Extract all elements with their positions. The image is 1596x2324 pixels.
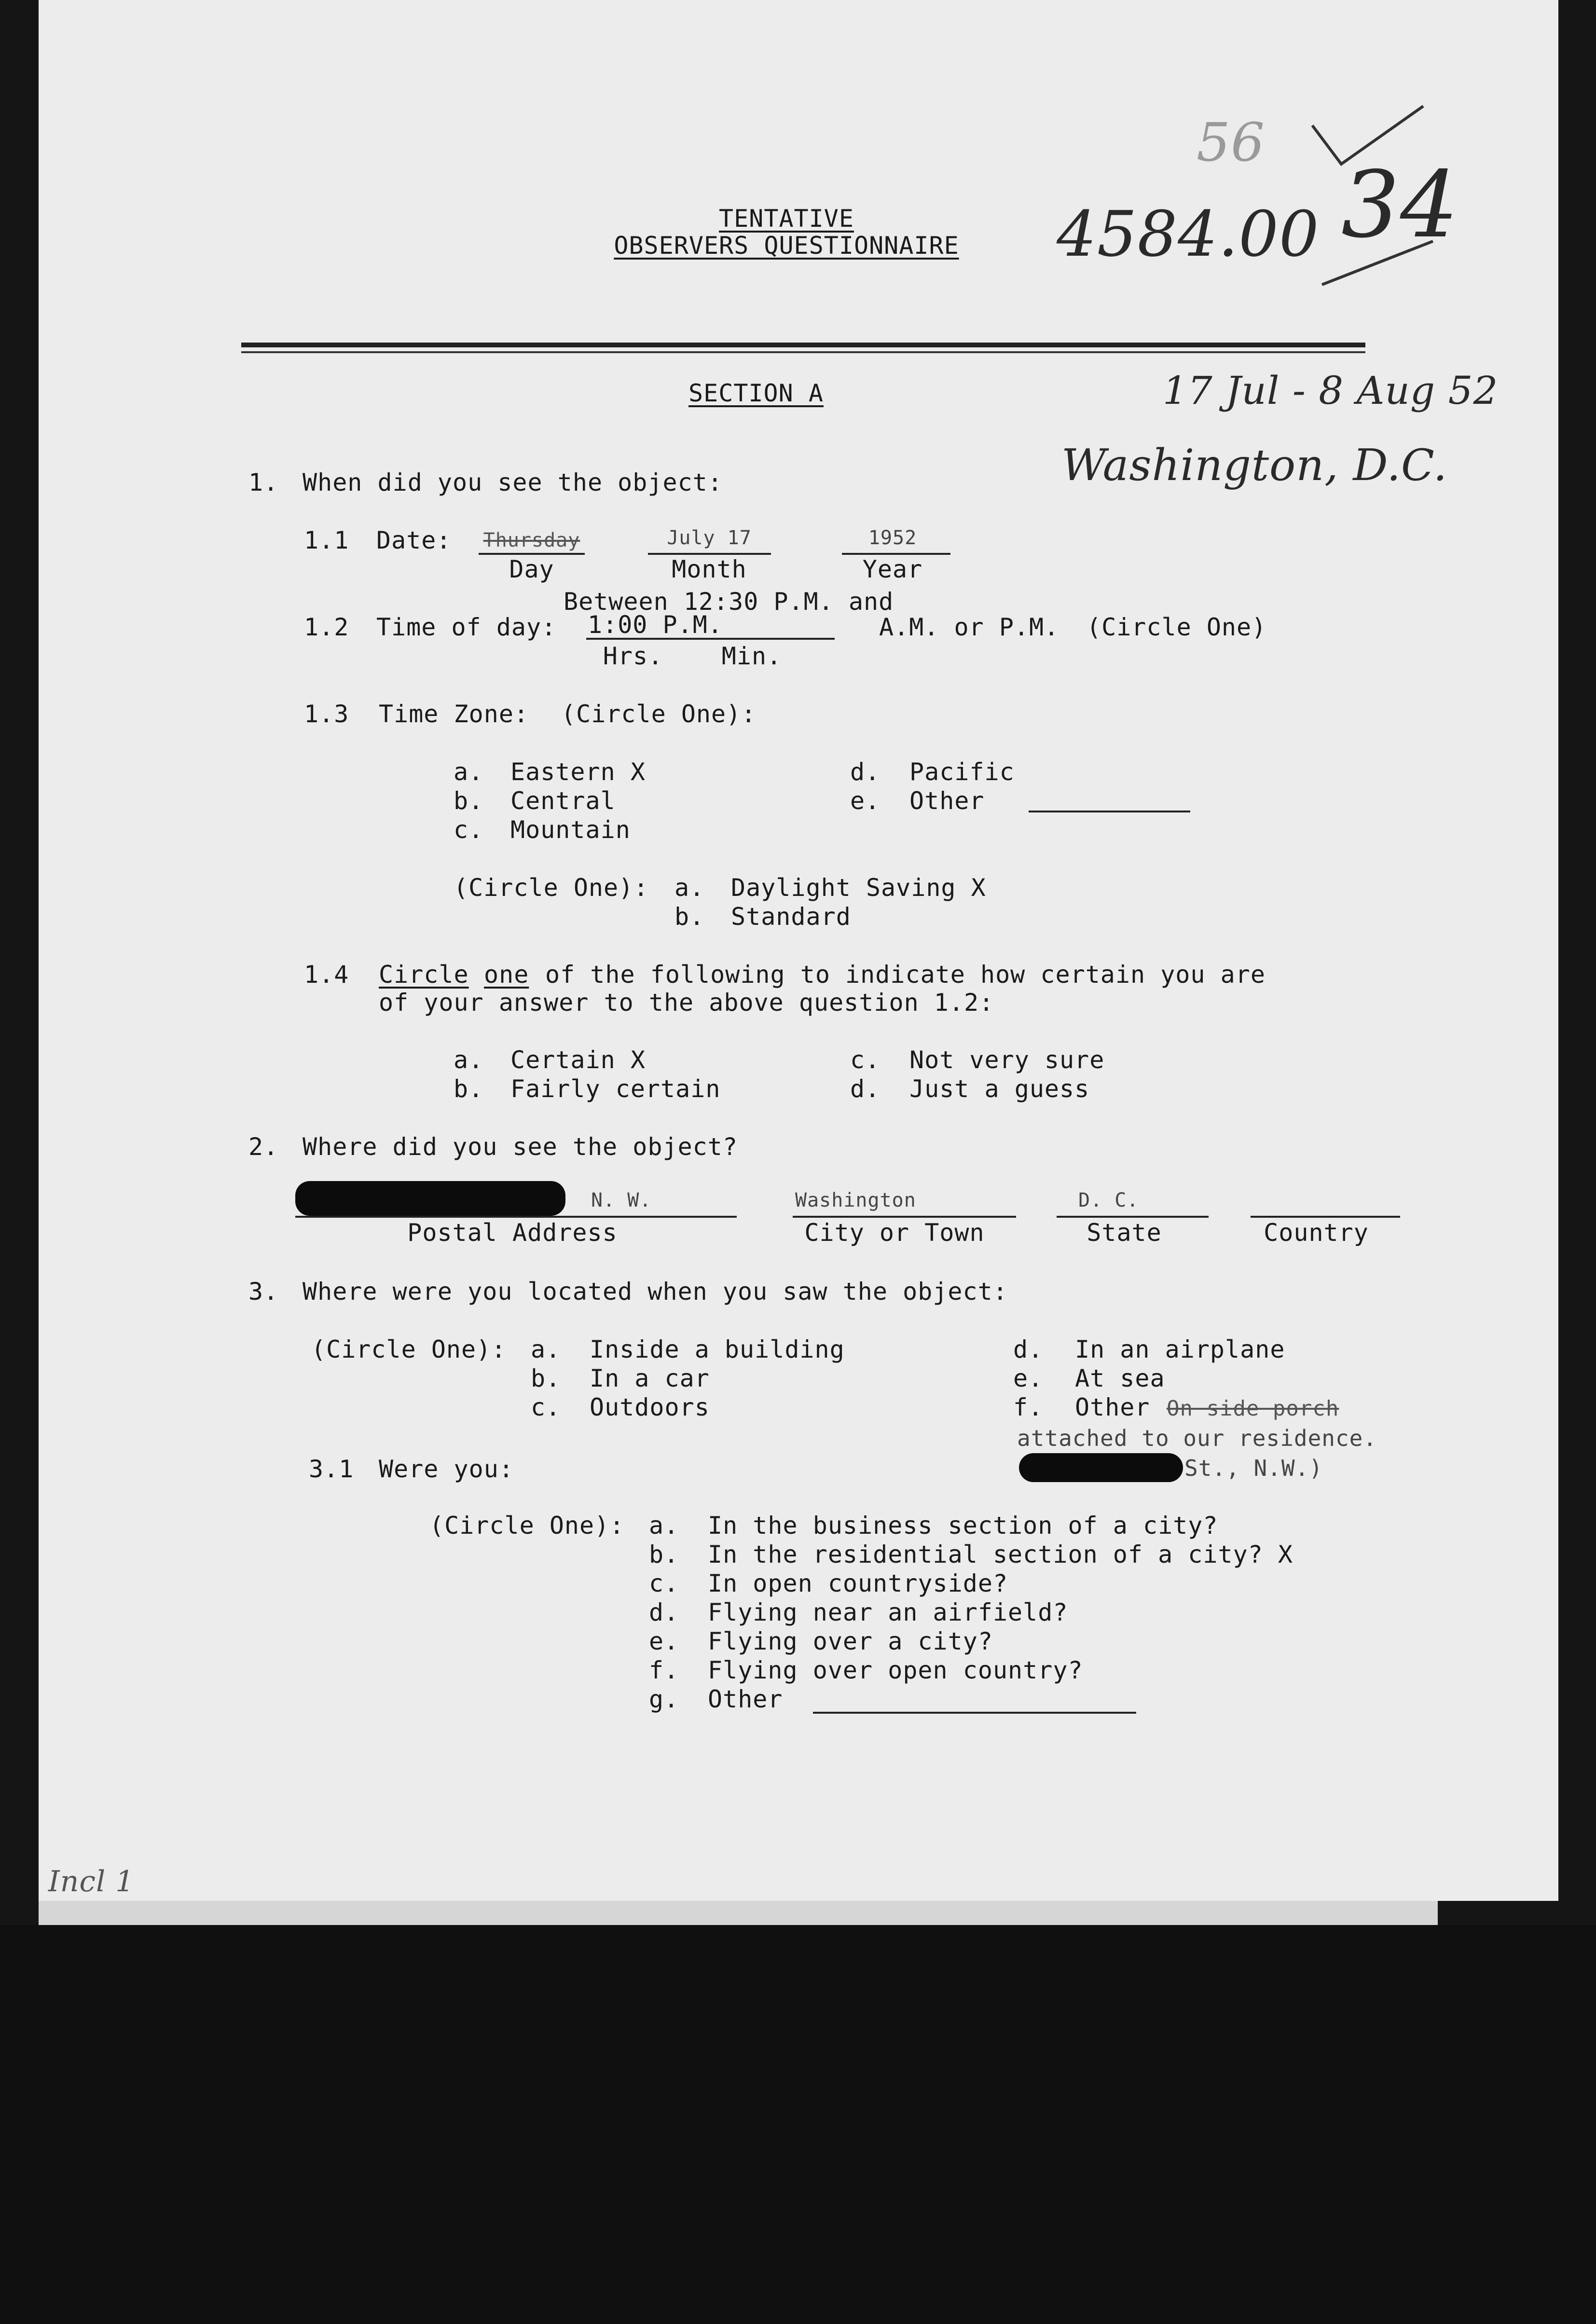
q1-4-line2: of your answer to the above question 1.2: [379,989,994,1017]
certainty-option-letter: d. [850,1075,881,1103]
certainty-option-certain: Certain X [510,1046,646,1074]
tz-option-letter: e. [850,787,881,815]
state-value: D. C. [1078,1189,1139,1211]
tz-option-central: Central [510,787,616,815]
q3-1-number: 3.1 [309,1455,354,1483]
redaction-bar [1019,1453,1183,1482]
q1-4-number: 1.4 [304,961,349,989]
area-option-business: In the business section of a city? [708,1512,1218,1540]
time-between-note: Between 12:30 P.M. and [564,588,894,616]
q3-circle-one: (Circle One): [311,1335,507,1363]
month-value: July 17 [667,527,752,549]
year-field [842,553,950,555]
q2-text: Where did you see the object? [303,1133,738,1161]
min-caption: Min. [721,642,782,670]
dst-option-letter: a. [674,874,705,902]
circle-one-note: (Circle One) [1087,613,1267,641]
state-field [1057,1216,1209,1218]
q1-1-label: Date: [376,526,452,554]
q1-3-label: Time Zone: [379,700,529,728]
tz-option-other: Other [909,787,985,815]
location-option-letter: c. [531,1393,561,1421]
q3-1-circle-one: (Circle One): [429,1512,625,1540]
certainty-option-letter: b. [454,1075,484,1103]
certainty-option-guess: Just a guess [909,1075,1090,1103]
header-rule-thick [241,343,1365,347]
location-option-outdoors: Outdoors [590,1393,710,1421]
redaction-bar [295,1181,565,1216]
q1-number: 1. [248,468,279,496]
location-option-building: Inside a building [590,1335,845,1363]
tz-option-letter: a. [454,758,484,786]
q1-4-line1: of the following to indicate how certain you are [545,961,1266,989]
tz-option-mountain: Mountain [510,816,631,844]
month-caption: Month [672,555,747,583]
tz-option-letter: b. [454,787,484,815]
q3-1-label: Were you: [379,1455,514,1483]
location-option-car: In a car [590,1364,710,1392]
certainty-option-not-sure: Not very sure [909,1046,1105,1074]
area-option-letter: e. [649,1627,679,1655]
q1-1-number: 1.1 [304,526,349,554]
tz-other-field [1029,811,1190,812]
location-option-letter: f. [1013,1393,1044,1421]
day-value: Thursday [483,529,580,551]
handwritten-dates: 17 Jul - 8 Aug 52 [1163,368,1499,413]
area-option-open-country: Flying over open country? [708,1656,1083,1684]
area-option-letter: b. [649,1540,679,1568]
country-field [1251,1216,1400,1218]
certainty-option-letter: c. [850,1046,881,1074]
q1-text: When did you see the object: [303,468,723,496]
city-field [793,1216,1016,1218]
area-option-countryside: In open countryside? [708,1569,1008,1597]
location-other-value-line1: On side porch [1167,1396,1339,1421]
month-field [648,553,771,555]
time-field [586,638,835,640]
title-line-2: OBSERVERS QUESTIONNAIRE [614,232,959,260]
year-caption: Year [862,555,923,583]
dst-option-letter: b. [674,903,705,931]
dst-option-standard: Standard [731,903,851,931]
city-caption: City or Town [804,1219,985,1247]
q1-4-circle-word: Circle [379,961,469,989]
location-option-letter: d. [1013,1335,1044,1363]
title-line-1: TENTATIVE [719,205,854,233]
address-caption: Postal Address [407,1219,618,1247]
dst-option-daylight: Daylight Saving X [731,874,986,902]
location-other-value-line3: St., N.W.) [1184,1455,1323,1481]
city-value: Washington [795,1189,916,1211]
handwritten-location: Washington, D.C. [1061,440,1448,491]
ampm-text: A.M. or P.M. [879,613,1059,641]
file-number: 4584.00 [1057,197,1320,271]
tz-option-letter: d. [850,758,881,786]
q1-2-number: 1.2 [304,613,349,641]
area-option-airfield: Flying near an airfield? [708,1598,1068,1626]
location-option-airplane: In an airplane [1075,1335,1285,1363]
handwritten-note: Incl 1 [48,1865,135,1898]
area-option-other: Other [708,1685,783,1713]
area-other-field [813,1712,1136,1714]
year-value: 1952 [868,527,917,549]
page-number: 34 [1341,151,1459,258]
day-caption: Day [509,555,554,583]
q3-text: Where were you located when you saw the object: [303,1278,1008,1306]
location-option-letter: a. [531,1335,561,1363]
time-value: 1:00 P.M. [588,611,723,639]
check-mark-icon [1303,96,1438,289]
q2-number: 2. [248,1133,279,1161]
area-option-letter: c. [649,1569,679,1597]
dst-circle-one: (Circle One): [454,874,649,902]
stamp-mark: 56 [1197,111,1265,173]
location-other-value-line2: attached to our residence. [1017,1425,1377,1451]
area-option-residential: In the residential section of a city? X [708,1540,1293,1568]
location-option-letter: e. [1013,1364,1044,1392]
area-option-letter: g. [649,1685,679,1713]
certainty-option-fairly: Fairly certain [510,1075,721,1103]
area-option-over-city: Flying over a city? [708,1627,993,1655]
tz-option-eastern: Eastern X [510,758,646,786]
q1-3-circle-one: (Circle One): [561,700,757,728]
address-field [295,1216,737,1218]
area-option-letter: f. [649,1656,679,1684]
certainty-option-letter: a. [454,1046,484,1074]
location-option-letter: b. [531,1364,561,1392]
section-label: SECTION A [688,379,824,407]
q1-2-label: Time of day: [376,613,557,641]
q1-3-number: 1.3 [304,700,349,728]
country-caption: Country [1264,1219,1369,1247]
location-option-other: Other [1075,1393,1150,1421]
paper-edge-strip [39,1901,1438,1925]
location-option-sea: At sea [1075,1364,1165,1392]
state-caption: State [1087,1219,1162,1247]
q1-4-one-word: one [484,961,529,989]
q3-number: 3. [248,1278,279,1306]
hrs-caption: Hrs. [603,642,663,670]
area-option-letter: d. [649,1598,679,1626]
header-rule-thin [241,351,1365,353]
area-option-letter: a. [649,1512,679,1540]
day-field [479,553,585,555]
tz-option-pacific: Pacific [909,758,1015,786]
scan-background [0,1925,1596,2324]
address-value: N. W. [591,1189,652,1211]
tz-option-letter: c. [454,816,484,844]
